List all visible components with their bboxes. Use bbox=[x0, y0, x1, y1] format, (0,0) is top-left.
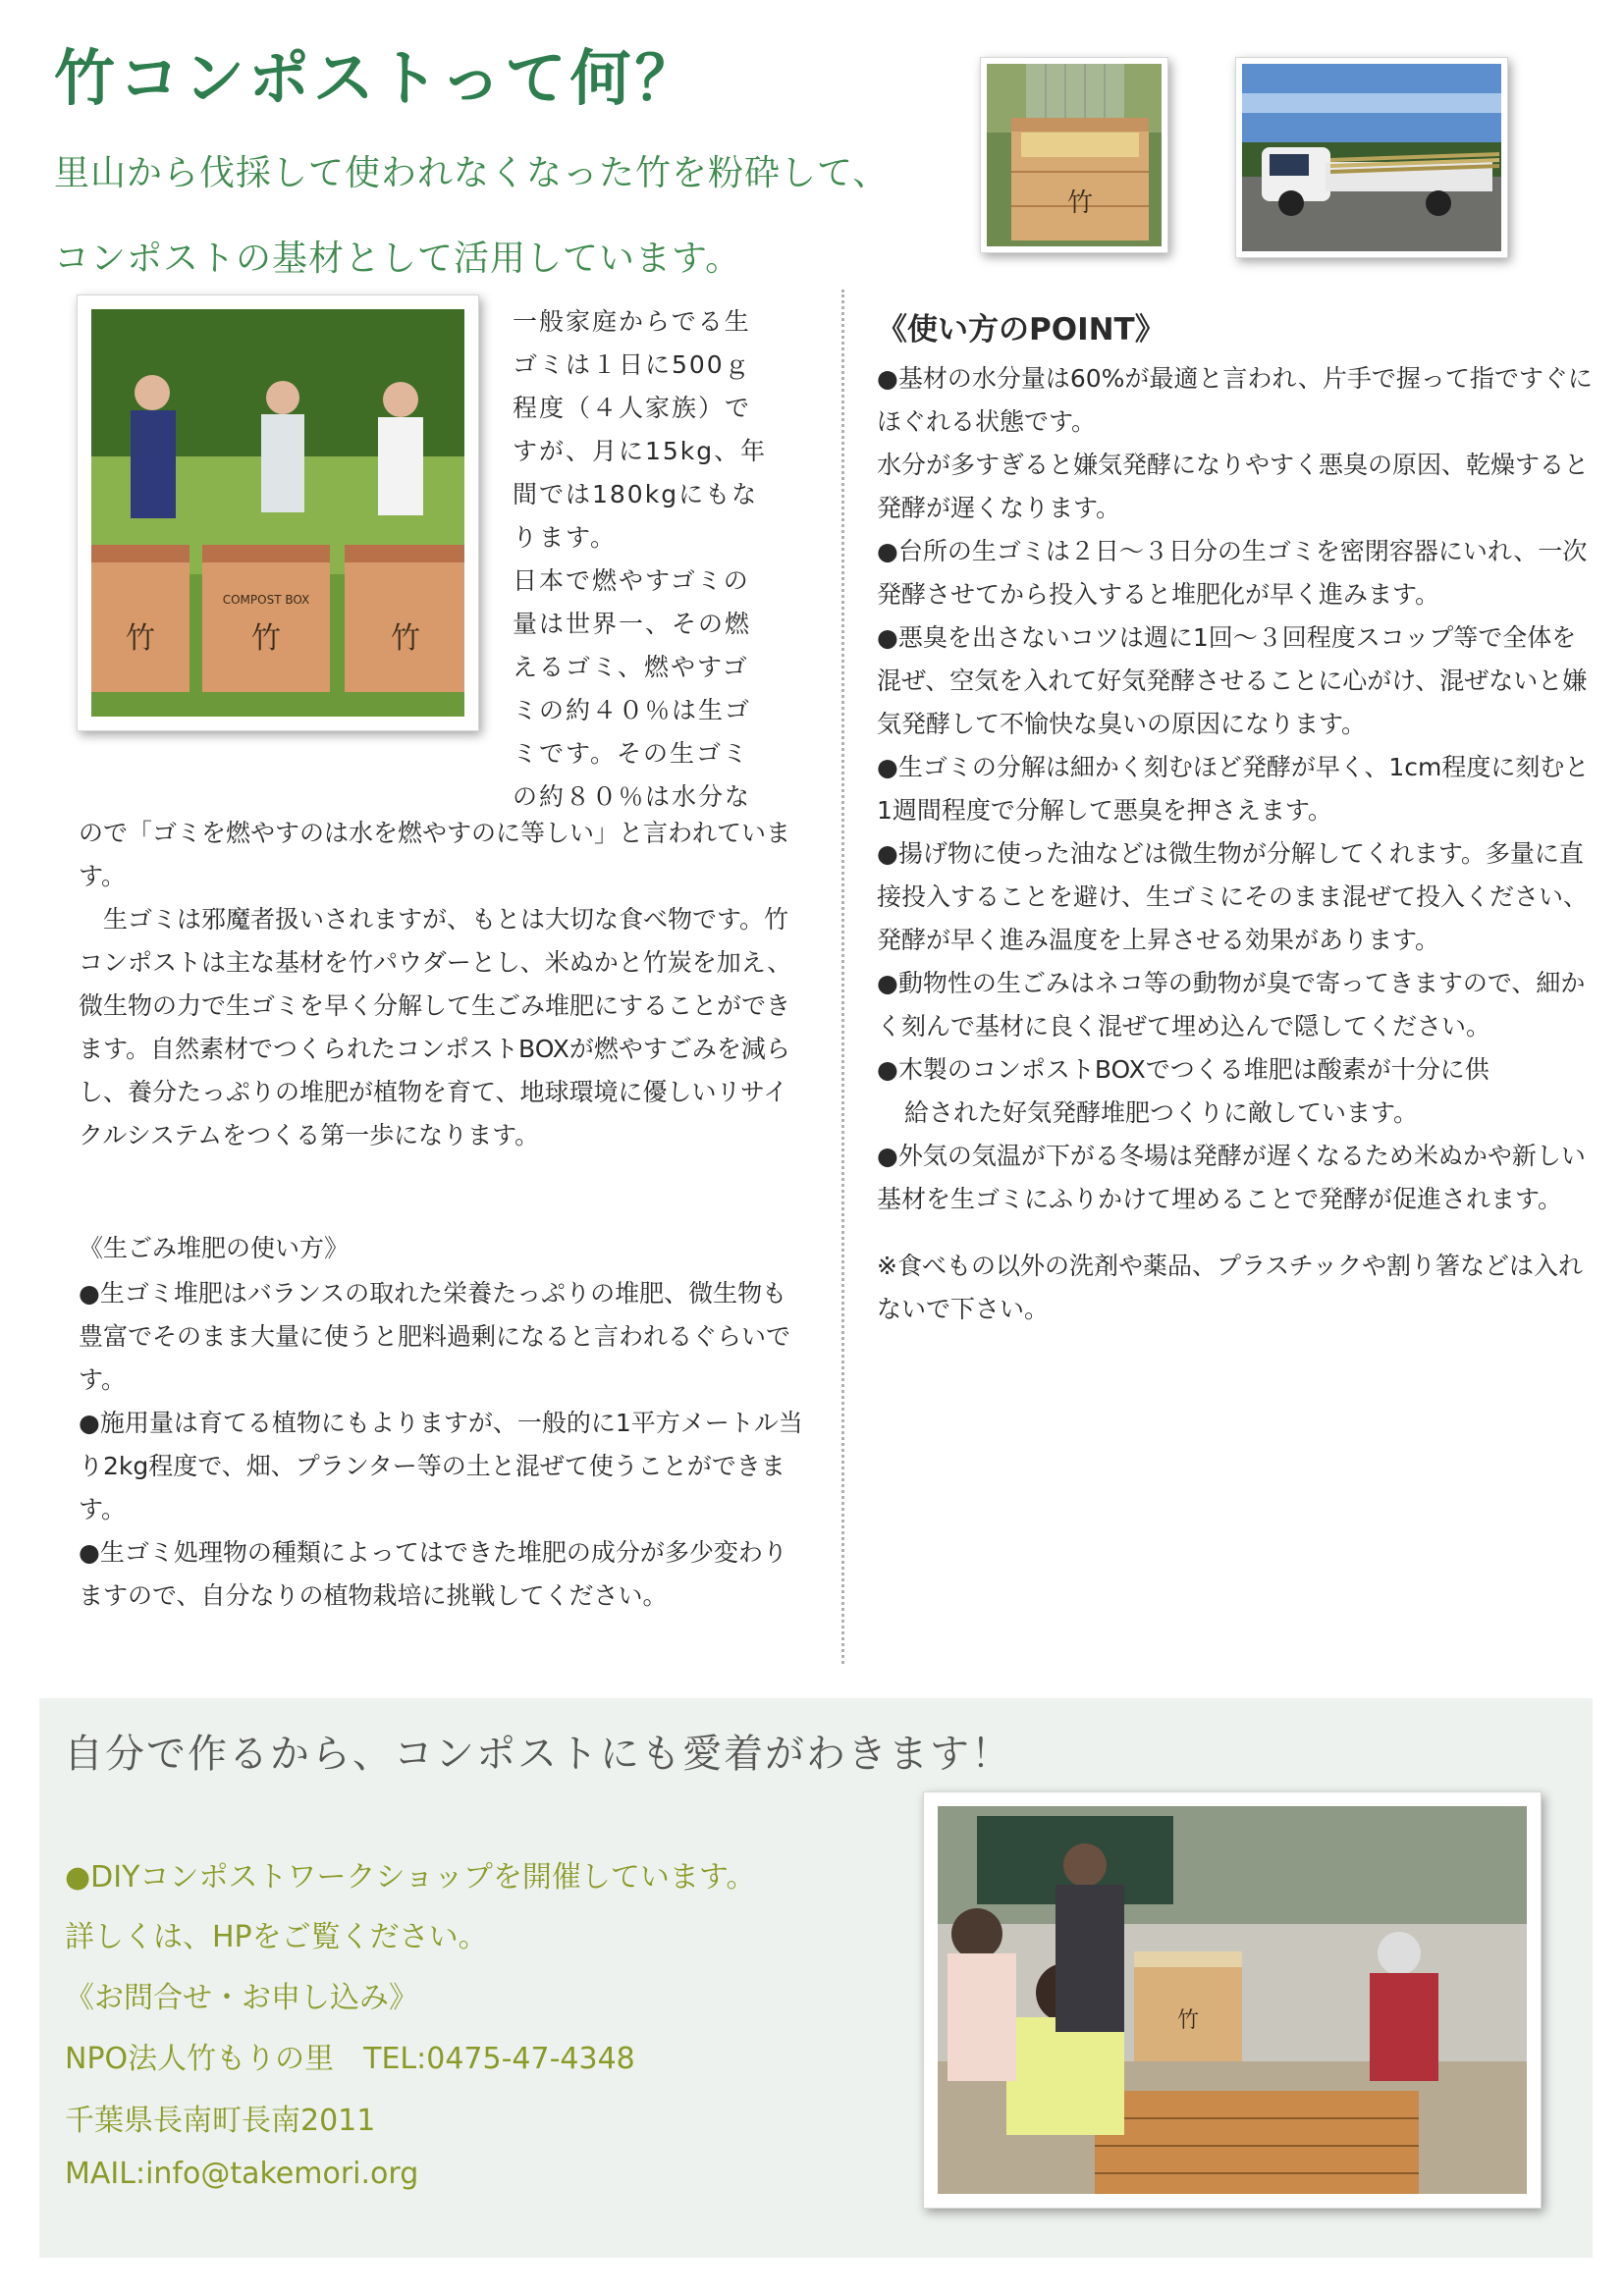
page-title: 竹コンポストって何？ bbox=[54, 42, 700, 114]
box-brand-text-1: 竹 bbox=[1066, 188, 1094, 218]
point-item: ●木製のコンポストBOXでつくる堆肥は酸素が十分に供 bbox=[877, 1055, 1489, 1084]
howto-section bbox=[79, 1227, 805, 1618]
point-item: ●基材の水分量は60%が最適と言われ、片手で握って指ですぐにほぐれる状態です。 bbox=[877, 364, 1593, 436]
point-item: ●動物性の生ごみはネコ等の動物が臭で寄ってきますので、細かく刻んで基材に良く混ぜて埋め込んで隠してください。 bbox=[877, 969, 1586, 1041]
contact-address: 千葉県長南町長南2011 bbox=[65, 2104, 376, 2138]
wrap-line: ミです。その生ゴミ bbox=[513, 739, 750, 768]
box-label-2: 竹 bbox=[251, 621, 281, 656]
wrap-line: ります。 bbox=[513, 523, 618, 552]
point-item: 給された好気発酵堆肥つくりに敵しています。 bbox=[904, 1098, 1419, 1127]
howto-item: ●施用量は育てる植物にもよりますが、一般的に1平方メートル当り2kg程度で、畑、プランター等の土と混ぜて使うことができます。 bbox=[79, 1409, 803, 1523]
wrap-line: 間では180kgにもな bbox=[513, 480, 759, 508]
contact-org-phone: NPO法人竹もりの里 TEL:0475-47-4348 bbox=[65, 2042, 635, 2076]
compost-box-image bbox=[987, 64, 1162, 246]
subtitle-line-1: 里山から伐採して使われなくなった竹を粉砕して、 bbox=[54, 153, 890, 193]
truck-bamboo-image bbox=[1242, 64, 1501, 251]
left-intro-wrap-text bbox=[513, 300, 799, 819]
point-item: 水分が多すぎると嫌気発酵になりやすく悪臭の原因、乾燥すると発酵が遅くなります。 bbox=[877, 451, 1590, 522]
point-item: ●悪臭を出さないコツは週に1回～３回程度スコップ等で全体を混ぜ、空気を入れて好気発酵させることに心がけ、混ぜないと嫌気発酵して不愉快な臭いの原因になります。 bbox=[877, 623, 1588, 738]
point-item: ●台所の生ゴミは２日～３日分の生ゴミを密閉容器にいれ、一次発酵させてから投入すると堆肥化が早く進みます。 bbox=[877, 537, 1588, 609]
box-label-1: 竹 bbox=[126, 621, 155, 656]
contact-heading: 《お問合せ・お申し込み》 bbox=[65, 1981, 418, 2015]
subtitle-line-2: コンポストの基材として活用しています。 bbox=[54, 239, 742, 279]
howto-item: ●生ゴミ堆肥はバランスの取れた栄養たっぷりの堆肥、微生物も豊富でそのまま大量に使うと肥料過剰になると言われるぐらいです。 bbox=[79, 1279, 791, 1394]
point-item: ●生ゴミの分解は細かく刻むほど発酵が早く、1cm程度に刻むと1週間程度で分解して悪臭を押さえます。 bbox=[877, 753, 1590, 825]
box-label-3: 竹 bbox=[391, 621, 420, 656]
wrap-line: すが、月に15kg、年 bbox=[513, 437, 768, 465]
howto-heading: 《生ごみ堆肥の使い方》 bbox=[79, 1234, 350, 1262]
wrap-line: 日本で燃やすゴミの bbox=[513, 566, 750, 595]
wrap-line: 量は世界一、その燃 bbox=[513, 610, 752, 638]
intro-paragraph-2: 生ゴミは邪魔者扱いされますが、もとは大切な食べ物です。竹コンポストは主な基材を竹パウダーとし、米ぬかと竹炭を加え、微生物の力で生ゴミを早く分解して生ごみ堆肥にすることができます。自然素材でつくられたコンポストBOXが燃やすごみを減らし、養分たっぷりの堆肥が植物を育て、地球環境に優しいリサイクルシステムをつくる第一歩になります。 bbox=[79, 905, 792, 1149]
howto-item: ●生ゴミ処理物の種類によってはできた堆肥の成分が多少変わりますので、自分なりの植物栽培に挑戦してください。 bbox=[79, 1538, 787, 1610]
point-section bbox=[877, 306, 1596, 1331]
contact-email: MAIL:info@takemori.org bbox=[65, 2157, 419, 2191]
workshop-image bbox=[938, 1806, 1527, 2194]
wrap-line: えるゴミ、燃やすゴ bbox=[513, 653, 749, 681]
wrap-line: 程度（４人家族）で bbox=[513, 394, 752, 422]
wrap-line: 一般家庭からでる生 bbox=[513, 307, 751, 336]
workshop-details-link: 詳しくは、HPをご覧ください。 bbox=[65, 1920, 488, 1954]
box-label-workshop: 竹 bbox=[1176, 2008, 1200, 2033]
workshop-photo bbox=[923, 1791, 1542, 2209]
wrap-line: の約８０％は水分な bbox=[513, 782, 752, 811]
left-body-text bbox=[79, 812, 799, 1157]
column-divider bbox=[841, 290, 844, 1664]
point-item: ●揚げ物に使った油などは微生物が分解してくれます。多量に直接投入することを避け、生ゴミにそのまま混ぜて投入ください、発酵が早く進み温度を上昇させる効果があります。 bbox=[877, 839, 1589, 954]
workshop-announcement: ●DIYコンポストワークショップを開催しています。 bbox=[65, 1860, 756, 1895]
wrap-line: ミの約４０％は生ゴ bbox=[513, 696, 752, 724]
point-heading: 《使い方のPOINT》 bbox=[877, 312, 1165, 347]
intro-paragraph-end: ので「ゴミを燃やすのは水を燃やすのに等しい」と言われています。 bbox=[79, 819, 791, 890]
wrap-line: ゴミは１日に500ｇ bbox=[513, 350, 751, 379]
people-compost-photo bbox=[77, 294, 479, 731]
point-item: ●外気の気温が下がる冬場は発酵が遅くなるため米ぬかや新しい基材を生ゴミにふりかけて埋めることで発酵が促進されます。 bbox=[877, 1142, 1586, 1213]
warning-note: ※食べもの以外の洗剤や薬品、プラスチックや割り箸などは入れないで下さい。 bbox=[877, 1252, 1583, 1323]
box-arc-label: COMPOST BOX bbox=[222, 593, 310, 607]
truck-photo bbox=[1235, 57, 1508, 258]
workshop-heading: 自分で作るから、コンポストにも愛着がわきます！ bbox=[64, 1732, 1012, 1777]
compost-box-photo bbox=[980, 57, 1168, 253]
people-with-boxes-image bbox=[91, 309, 464, 717]
